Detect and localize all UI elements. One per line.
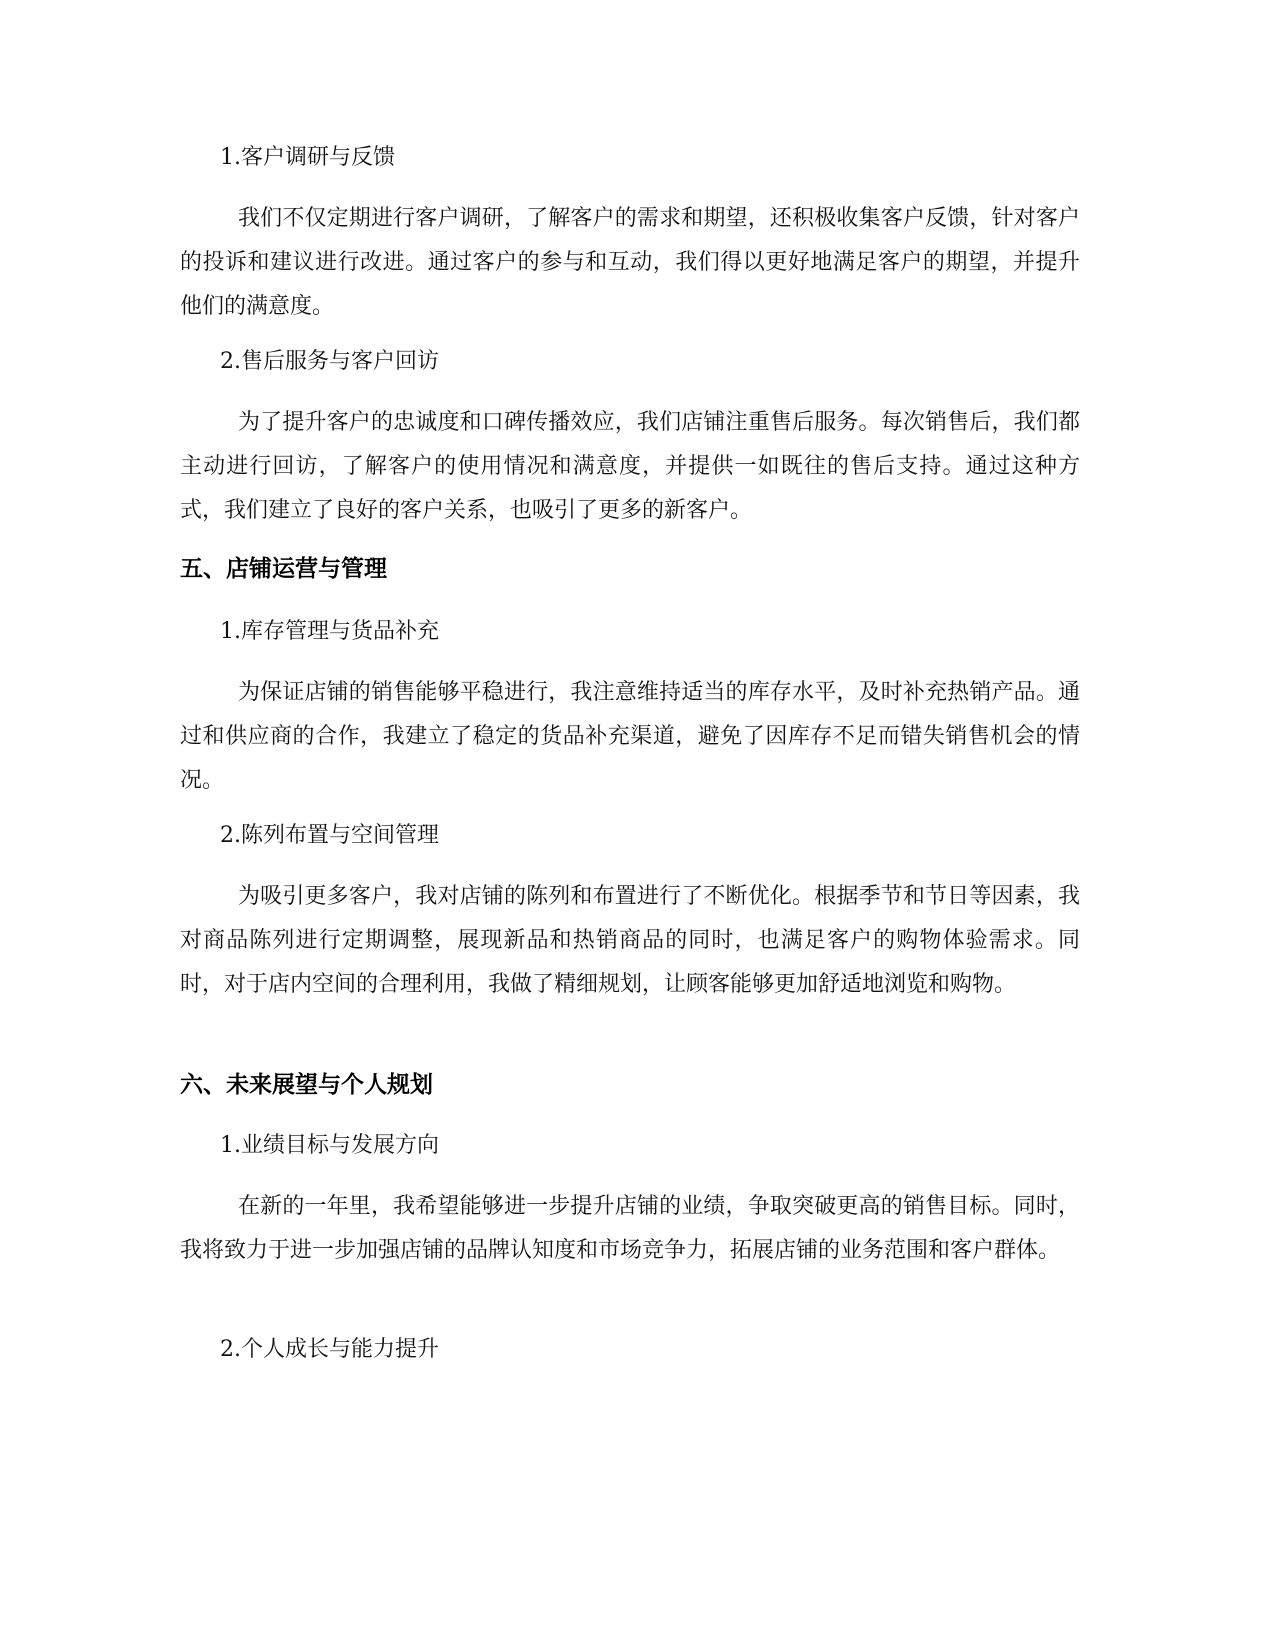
paragraph-after-sales: 为了提升客户的忠诚度和口碑传播效应，我们店铺注重售后服务。每次销售后，我们都主动进行回访，了解客户的使用情况和满意度，并提供一如既往的售后支持。通过这种方式，我们建立了良好的客户关系，也吸引了更多的新客户。	[180, 410, 1080, 523]
subheading-inventory: 1.库存管理与货品补充	[220, 619, 439, 644]
subheading-customer-research: 1.客户调研与反馈	[220, 145, 395, 170]
paragraph-performance-goals: 在新的一年里，我希望能够进一步提升店铺的业绩，争取突破更高的销售目标。同时，我将致力于进一步加强店铺的品牌认知度和市场竞争力，拓展店铺的业务范围和客户群体。	[180, 1194, 1080, 1263]
subheading-personal-growth: 2.个人成长与能力提升	[220, 1337, 439, 1362]
subheading-performance-goals: 1.业绩目标与发展方向	[220, 1133, 439, 1158]
subheading-after-sales: 2.售后服务与客户回访	[220, 349, 439, 374]
section-heading-store-operations: 五、店铺运营与管理	[180, 556, 387, 582]
paragraph-display-layout: 为吸引更多客户，我对店铺的陈列和布置进行了不断优化。根据季节和节日等因素，我对商品陈列进行定期调整，展现新品和热销商品的同时，也满足客户的购物体验需求。同时，对于店内空间的合理利用，我做了精细规划，让顾客能够更加舒适地浏览和购物。	[180, 884, 1080, 997]
paragraph-customer-research: 我们不仅定期进行客户调研，了解客户的需求和期望，还积极收集客户反馈，针对客户的投诉和建议进行改进。通过客户的参与和互动，我们得以更好地满足客户的期望，并提升他们的满意度。	[180, 206, 1080, 319]
paragraph-inventory: 为保证店铺的销售能够平稳进行，我注意维持适当的库存水平，及时补充热销产品。通过和供应商的合作，我建立了稳定的货品补充渠道，避免了因库存不足而错失销售机会的情况。	[180, 680, 1080, 793]
subheading-display-layout: 2.陈列布置与空间管理	[220, 823, 439, 848]
section-heading-future-outlook: 六、未来展望与个人规划	[180, 1072, 433, 1098]
